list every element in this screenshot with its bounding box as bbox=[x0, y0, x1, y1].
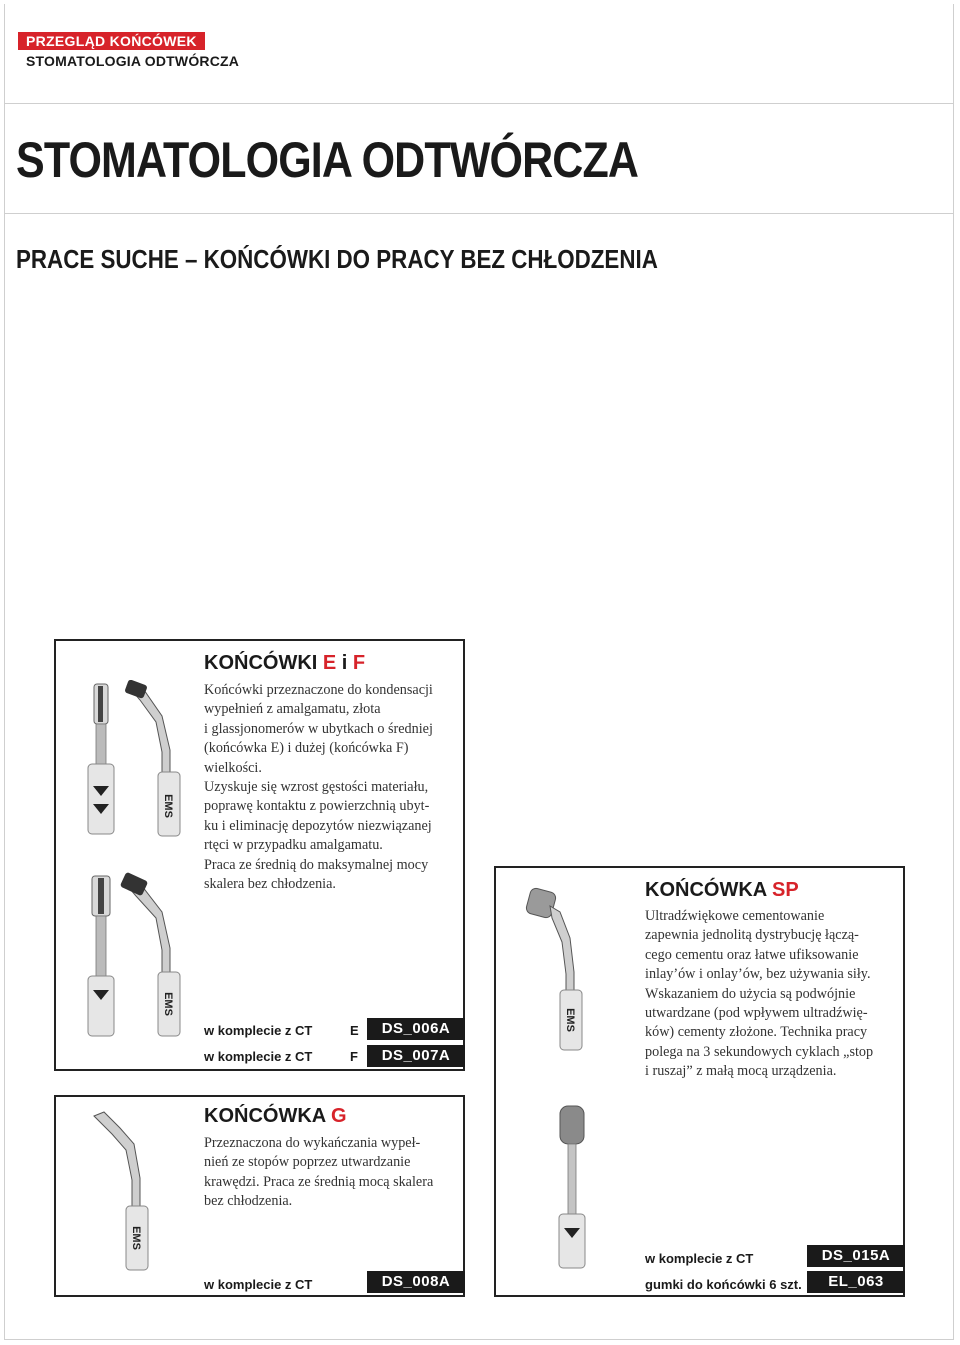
description-line: skalera bez chłodzenia. bbox=[204, 876, 336, 893]
description-line: i ruszaj” z małą mocą urządzenia. bbox=[645, 1063, 837, 1080]
description-line: Przeznaczona do wykańczania wypeł- bbox=[204, 1135, 421, 1151]
header-divider bbox=[4, 103, 954, 104]
description-line: i glassjonomerów w ubytkach o średniej bbox=[204, 720, 433, 737]
product-title-sp bbox=[645, 879, 799, 902]
title-accent: SP bbox=[772, 879, 799, 901]
product-description-g bbox=[204, 1134, 462, 1212]
kit-letter-f: F bbox=[350, 1049, 358, 1064]
description-line: wypełnień z amalgamatu, złota bbox=[204, 701, 381, 718]
product-title-ef bbox=[204, 652, 365, 675]
kit-label-e: w komplecie z CT bbox=[204, 1023, 313, 1038]
title-f: F bbox=[352, 652, 366, 674]
description-line: wielkości. bbox=[204, 759, 262, 776]
title-prefix: KOŃCÓWKA bbox=[645, 879, 773, 901]
ems-mark: EMS bbox=[162, 992, 174, 1016]
tip-sp-rubber-image bbox=[548, 1102, 598, 1272]
kit-label-rubber: gumki do końcówki 6 szt. bbox=[645, 1277, 802, 1292]
description-line: ku i eliminację depozytów niezwiązanej bbox=[204, 817, 432, 834]
kit-label-f: w komplecie z CT bbox=[204, 1049, 313, 1064]
subcategory-label: STOMATOLOGIA ODTWÓRCZA bbox=[26, 53, 240, 69]
description-line: Końcówki przeznaczone do kondensacji bbox=[204, 682, 433, 698]
description-line: polega na 3 sekundowych cyklach „stop bbox=[645, 1043, 874, 1060]
description-line: nień ze stopów poprzez utwardzanie bbox=[204, 1154, 411, 1171]
description-line: rtęci w przypadku amalgamatu. bbox=[204, 837, 383, 854]
product-code-e: DS_006A bbox=[367, 1018, 465, 1040]
description-line: Ultradźwiękowe cementowanie bbox=[645, 908, 825, 924]
product-code-sp: DS_015A bbox=[807, 1245, 905, 1267]
description-line: krawędzi. Praca ze średnią mocą skalera bbox=[204, 1173, 434, 1190]
product-title-g bbox=[204, 1105, 347, 1128]
product-code-rubber: EL_063 bbox=[807, 1271, 905, 1293]
title-prefix: KOŃCÓWKA bbox=[204, 1105, 332, 1127]
ems-mark: EMS bbox=[130, 1226, 142, 1250]
description-line: inlay’ów i onlay’ów, bez używania siły. bbox=[645, 966, 871, 983]
ems-mark: EMS bbox=[162, 794, 174, 818]
description-line: utwardzane (pod wpływem ultradźwię- bbox=[645, 1005, 868, 1022]
description-line: Praca ze średnią do maksymalnej mocy bbox=[204, 856, 429, 873]
title-e: E bbox=[322, 652, 337, 674]
tip-f-side-image bbox=[116, 872, 196, 1042]
kit-label-g: w komplecie z CT bbox=[204, 1277, 313, 1292]
product-description-ef bbox=[204, 681, 462, 894]
tip-e-side-image bbox=[118, 680, 198, 850]
tip-g-image bbox=[90, 1108, 180, 1278]
description-line: (końcówka E) i dużej (końcówka F) bbox=[204, 740, 409, 757]
title-prefix: KOŃCÓWKI bbox=[204, 652, 323, 674]
description-line: poprawę kontaktu z powierzchnią ubyt- bbox=[204, 798, 430, 815]
title-and: i bbox=[336, 652, 353, 674]
description-line: bez chłodzenia. bbox=[204, 1193, 293, 1210]
description-line: Uzyskuje się wzrost gęstości materiału, bbox=[204, 779, 429, 796]
description-line: ków) cementy złożone. Technika pracy bbox=[645, 1024, 868, 1041]
description-line: cego cementu oraz łatwe ufiksowanie bbox=[645, 946, 859, 963]
ems-mark: EMS bbox=[564, 1008, 576, 1032]
description-line: Wskazaniem do użycia są podwójnie bbox=[645, 985, 856, 1002]
title-divider bbox=[4, 213, 954, 214]
product-description-sp bbox=[645, 907, 903, 1082]
page-title: STOMATOLOGIA ODTWÓRCZA bbox=[16, 132, 639, 188]
product-code-g: DS_008A bbox=[367, 1271, 465, 1293]
title-accent: G bbox=[331, 1105, 347, 1127]
section-title: PRACE SUCHE – KOŃCÓWKI DO PRACY BEZ CHŁODZENIA bbox=[16, 244, 658, 274]
tip-sp-image bbox=[520, 886, 610, 1056]
product-code-f: DS_007A bbox=[367, 1045, 465, 1067]
kit-label-sp: w komplecie z CT bbox=[645, 1251, 754, 1266]
category-badge: PRZEGLĄD KOŃCÓWEK bbox=[18, 32, 205, 50]
kit-letter-e: E bbox=[350, 1023, 359, 1038]
description-line: zapewnia jednolitą dystrybucję łączą- bbox=[645, 927, 859, 944]
